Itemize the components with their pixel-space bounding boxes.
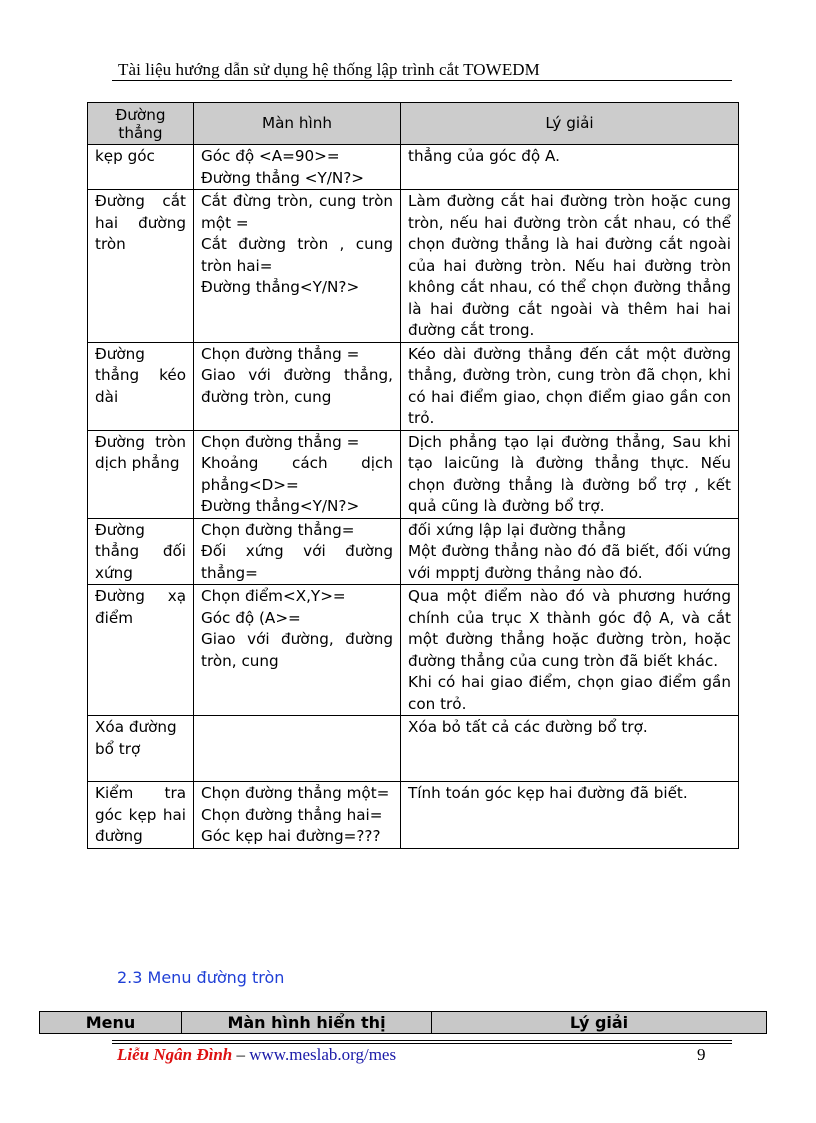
col-header-screen: Màn hình xyxy=(194,103,401,145)
col-header-explain: Lý giải xyxy=(432,1012,767,1034)
row-name: kẹp góc xyxy=(88,145,194,190)
table-row xyxy=(88,145,739,190)
table-row xyxy=(88,518,739,585)
page-number: 9 xyxy=(697,1045,706,1064)
row-explain: Tính toán góc kẹp hai đường đã biết. xyxy=(401,782,739,849)
circle-menu-table xyxy=(39,1011,767,1034)
table-row xyxy=(88,782,739,849)
website-link[interactable]: www.meslab.org/mes xyxy=(249,1045,397,1064)
row-name: Đường thẳng đối xứng xyxy=(88,518,194,585)
col-header-menu: Menu xyxy=(40,1012,182,1034)
row-screen: Chọn đường thẳng một= Chọn đường thẳng hai= Góc kẹp hai đường=??? xyxy=(194,782,401,849)
row-screen xyxy=(194,716,401,782)
row-name: Đường tròn dịch phẳng xyxy=(88,430,194,518)
line-menu-table xyxy=(87,102,739,849)
row-name: Đường thẳng kéo dài xyxy=(88,342,194,430)
table-row xyxy=(88,342,739,430)
row-explain: Qua một điểm nào đó và phương hướng chính của trục X thành góc độ A, và cắt một đường thẳng hoặc đường tròn, hoặc đường thẳng của cung tròn đã biết khác. Khi có hai giao điểm, chọn giao điểm gần con trỏ. xyxy=(401,585,739,716)
footer-divider xyxy=(112,1043,732,1044)
row-explain: Xóa bỏ tất cả các đường bổ trợ. xyxy=(401,716,739,782)
row-explain: đối xứng lập lại đường thẳng Một đường thẳng nào đó đã biết, đối vứng với mpptj đường thảng nào đó. xyxy=(401,518,739,585)
footer-divider xyxy=(112,1040,732,1041)
footer-credit xyxy=(117,1045,396,1065)
footer-separator: – xyxy=(232,1045,250,1064)
row-explain: Làm đường cắt hai đường tròn hoặc cung tròn, nếu hai đường tròn cắt nhau, có thể chọn đường thẳng là hai đường cắt ngoài của hai đường tròn. Nếu hai đường tròn không cắt nhau, có thể chọn đường thẳng là hai đường cắt ngoài và thêm hai hai đường cắt trong. xyxy=(401,190,739,343)
row-screen: Chọn đường thẳng= Đối xứng với đường thẳng= xyxy=(194,518,401,585)
table-row xyxy=(88,190,739,343)
row-name: Đường cắt hai đường tròn xyxy=(88,190,194,343)
col-header-explain: Lý giải xyxy=(401,103,739,145)
section-heading: 2.3 Menu đường tròn xyxy=(117,968,285,987)
row-screen: Góc độ <A=90>= Đường thẳng <Y/N?> xyxy=(194,145,401,190)
row-screen: Chọn đường thẳng = Khoảng cách dịch phẳng<D>= Đường thẳng<Y/N?> xyxy=(194,430,401,518)
table-row xyxy=(88,716,739,782)
col-header-display: Màn hình hiển thị xyxy=(182,1012,432,1034)
row-name: Xóa đường bổ trợ xyxy=(88,716,194,782)
document-header-title: Tài liệu hướng dẫn sử dụng hệ thống lập trình cắt TOWEDM xyxy=(118,60,540,79)
row-explain: thẳng của góc độ A. xyxy=(401,145,739,190)
row-screen: Chọn điểm<X,Y>= Góc độ (A>= Giao với đường, đường tròn, cung xyxy=(194,585,401,716)
author-name: Liễu Ngân Đình xyxy=(117,1045,233,1064)
table-row xyxy=(88,585,739,716)
row-explain: Kéo dài đường thẳng đến cắt một đường thẳng, đường tròn, cung tròn đã chọn, khi có hai điểm giao, chọn điểm giao gần con trỏ. xyxy=(401,342,739,430)
table-header-row xyxy=(40,1012,767,1034)
row-name: Kiểm tra góc kẹp hai đường xyxy=(88,782,194,849)
col-header-line: Đường thẳng xyxy=(88,103,194,145)
header-divider xyxy=(112,80,732,81)
row-screen: Cắt đừng tròn, cung tròn một = Cắt đường tròn , cung tròn hai= Đường thẳng<Y/N?> xyxy=(194,190,401,343)
row-screen: Chọn đường thẳng = Giao với đường thẳng, đường tròn, cung xyxy=(194,342,401,430)
table-header-row xyxy=(88,103,739,145)
table-row xyxy=(88,430,739,518)
row-explain: Dịch phẳng tạo lại đường thẳng, Sau khi tạo laicũng là đường thẳng thực. Nếu chọn đường thẳng là đường bổ trợ , kết quả cũng là đường bổ trợ. xyxy=(401,430,739,518)
row-name: Đường xạ điểm xyxy=(88,585,194,716)
